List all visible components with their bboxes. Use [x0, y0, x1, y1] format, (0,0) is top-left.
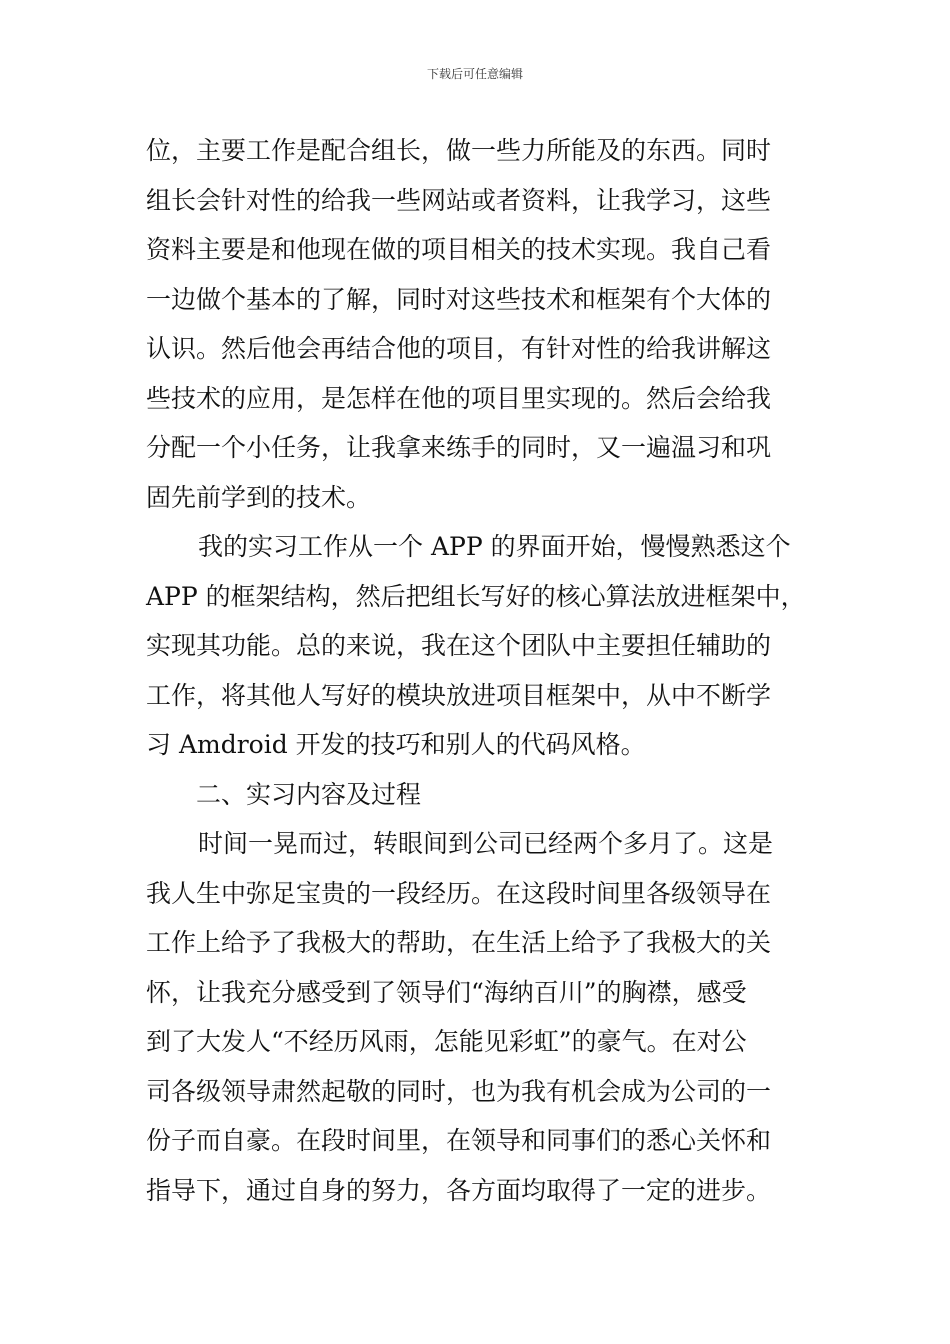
- text-line: 到了大发人“不经历风雨，怎能见彩虹”的豪气。在对公: [146, 1027, 747, 1056]
- section-heading: 二、实习内容及过程: [196, 779, 422, 809]
- text-line: 习 Amdroid 开发的技巧和别人的代码风格。: [146, 730, 646, 759]
- text-line: 我人生中弥足宝贵的一段经历。在这段时间里各级领导在: [146, 878, 772, 908]
- text-line: 一边做个基本的了解，同时对这些技术和框架有个大体的: [146, 284, 772, 314]
- page-header: 下载后可任意编辑: [426, 67, 523, 81]
- text-line: 资料主要是和他现在做的项目相关的技术实现。我自己看: [146, 235, 772, 264]
- text-line: 份子而自豪。在段时间里，在领导和同事们的悉心关怀和: [146, 1126, 772, 1155]
- text-line: 位，主要工作是配合组长，做一些力所能及的东西。同时: [146, 136, 772, 165]
- paragraph-start-line: 时间一晃而过，转眼间到公司已经两个多月了。这是: [198, 829, 774, 858]
- text-line: 怀，让我充分感受到了领导们“海纳百川”的胸襟，感受: [146, 977, 747, 1007]
- text-line: APP 的框架结构，然后把组长写好的核心算法放进框架中，: [146, 581, 806, 611]
- body-text: [146, 126, 808, 1215]
- text-line: 固先前学到的技术。: [146, 482, 372, 512]
- paragraph-start-line: 我的实习工作从一个 APP 的界面开始，慢慢熟悉这个: [198, 532, 791, 561]
- text-line: 司各级领导肃然起敬的同时，也为我有机会成为公司的一: [146, 1076, 772, 1106]
- text-line: 指导下，通过自身的努力，各方面均取得了一定的进步。: [146, 1175, 772, 1205]
- text-line: 分配一个小任务，让我拿来练手的同时，又一遍温习和巩: [146, 433, 772, 462]
- text-line: 组长会针对性的给我一些网站或者资料，让我学习，这些: [146, 185, 772, 215]
- text-line: 认识。然后他会再结合他的项目，有针对性的给我讲解这: [146, 334, 772, 363]
- text-line: 实现其功能。总的来说，我在这个团队中主要担任辅助的: [146, 631, 772, 660]
- text-line: 工作，将其他人写好的模块放进项目框架中，从中不断学: [146, 680, 772, 710]
- text-line: 些技术的应用，是怎样在他的项目里实现的。然后会给我: [146, 383, 772, 413]
- text-line: 工作上给予了我极大的帮助，在生活上给予了我极大的关: [146, 928, 772, 957]
